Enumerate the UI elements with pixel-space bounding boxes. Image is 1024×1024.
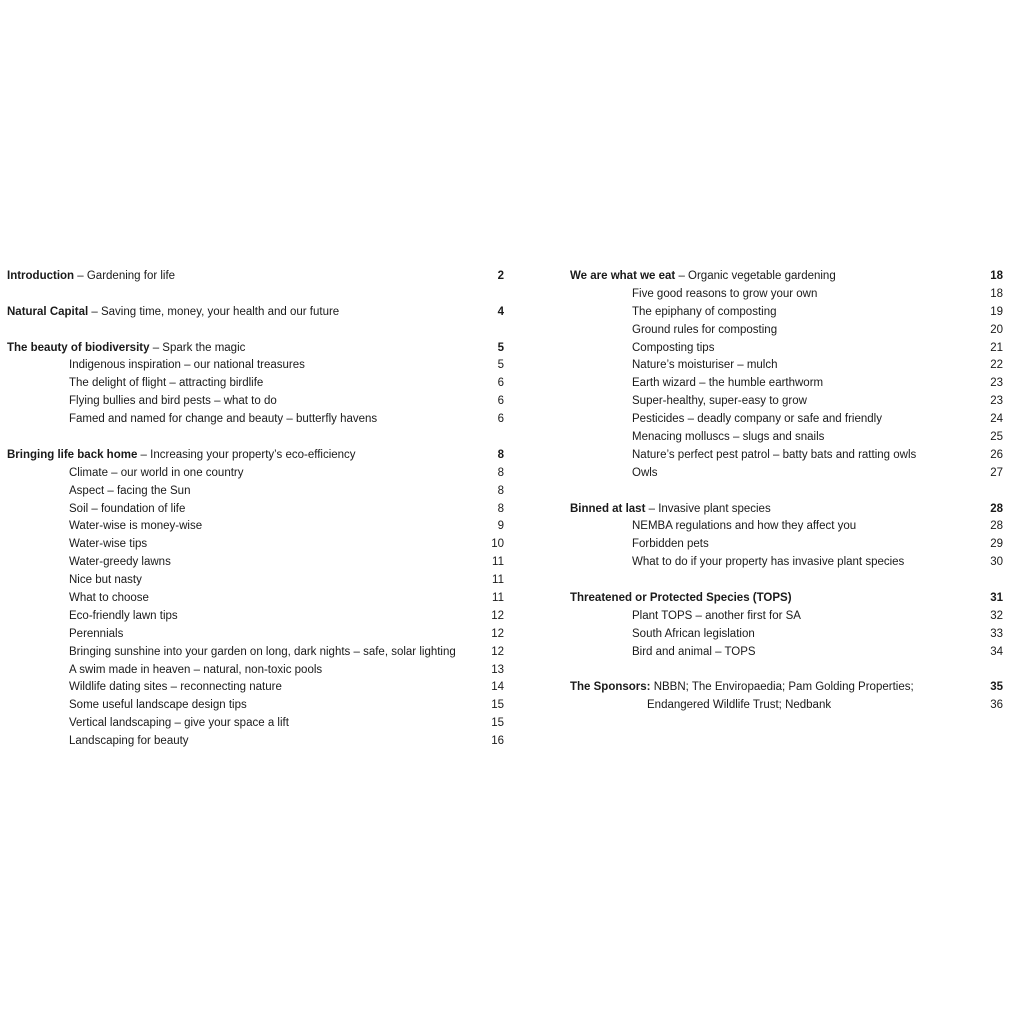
toc-entry-text: Climate – our world in one country [69, 466, 244, 479]
toc-entry-text: Soil – foundation of life [69, 502, 186, 515]
toc-entry [7, 411, 504, 429]
toc-entry [570, 518, 1003, 536]
page-number: 26 [990, 448, 1003, 461]
toc-entry [570, 286, 1003, 304]
toc-entry [7, 357, 504, 375]
page-number: 27 [990, 466, 1003, 479]
page-number: 15 [491, 717, 504, 730]
page-number: 8 [497, 466, 504, 479]
page-number: 25 [990, 431, 1003, 444]
page-number: 20 [990, 323, 1003, 336]
toc-entry [570, 447, 1003, 465]
toc-entry-text: Ground rules for composting [632, 323, 778, 336]
toc-entry-text: Aspect – facing the Sun [69, 484, 191, 497]
toc-entry-text: Nature’s moisturiser – mulch [632, 359, 778, 372]
toc-entry-text: Pesticides – deadly company or safe and friendly [632, 413, 882, 426]
page-number: 11 [492, 556, 504, 569]
toc-entry-text: Composting tips [632, 341, 715, 354]
toc-entry-text: What to do if your property has invasive plant species [632, 556, 905, 569]
page-number: 11 [492, 574, 504, 587]
toc-entry-text: Five good reasons to grow your own [632, 287, 818, 300]
section-subtitle: – Organic vegetable gardening [675, 270, 836, 282]
toc-entry [570, 608, 1003, 626]
toc-section-heading [570, 501, 1003, 519]
section-title: We are what we eat [570, 270, 676, 282]
toc-entry [570, 554, 1003, 572]
section-title: The beauty of biodiversity [7, 341, 150, 354]
toc-entry-text: Owls [632, 466, 658, 479]
toc-entry-text: Eco-friendly lawn tips [69, 609, 178, 622]
section-subtitle: – Spark the magic [149, 341, 246, 354]
page-number: 5 [497, 341, 504, 354]
toc-entry-text: Endangered Wildlife Trust; Nedbank [647, 699, 832, 712]
toc-entry [570, 340, 1003, 358]
page-number: 32 [990, 609, 1003, 622]
page-number: 31 [990, 592, 1003, 605]
toc-entry-text: The delight of flight – attracting birdlife [69, 377, 264, 390]
toc-entry [7, 590, 504, 608]
page-number: 29 [990, 538, 1003, 551]
toc-entry [7, 608, 504, 626]
page-number: 36 [990, 699, 1003, 712]
toc-entry-text [570, 501, 771, 519]
toc-entry [7, 375, 504, 393]
toc-entry [570, 626, 1003, 644]
section-title: Bringing life back home [7, 448, 138, 461]
toc-entry [7, 644, 504, 662]
page-number: 8 [497, 502, 504, 515]
toc-entry [7, 536, 504, 554]
toc-entry [570, 393, 1003, 411]
toc-entry [7, 697, 504, 715]
page-number: 14 [491, 681, 504, 694]
section-subtitle: – Increasing your property’s eco-efficiency [137, 448, 356, 461]
toc-entry-text: What to choose [69, 592, 149, 605]
toc-entry [7, 465, 504, 483]
toc-entry [7, 733, 504, 751]
toc-entry-text [7, 304, 339, 322]
toc-entry-text: Perennials [69, 627, 124, 640]
toc-section-heading [7, 304, 504, 322]
toc-entry-text: Bringing sunshine into your garden on long, dark nights – safe, solar lighting [69, 645, 456, 658]
page-number: 4 [497, 305, 504, 318]
toc-entry [7, 554, 504, 572]
section-title: Threatened or Protected Species (TOPS) [570, 592, 792, 605]
toc-entry-text: Wildlife dating sites – reconnecting nature [69, 681, 282, 694]
toc-entry [570, 304, 1003, 322]
toc-entry-text: Menacing molluscs – slugs and snails [632, 431, 825, 444]
page-number: 8 [497, 484, 504, 497]
toc-entry-text: Vertical landscaping – give your space a lift [69, 717, 289, 730]
page-number: 6 [497, 413, 504, 426]
section-title: Binned at last [570, 502, 646, 515]
toc-entry-text: A swim made in heaven – natural, non-toxic pools [69, 663, 323, 676]
toc-entry [7, 572, 504, 590]
toc-entry-text: Bird and animal – TOPS [632, 645, 756, 658]
toc-entry-text [7, 340, 245, 358]
toc-entry-text [570, 590, 792, 608]
toc-entry-text: Landscaping for beauty [69, 735, 189, 748]
page-number: 8 [497, 448, 504, 461]
toc-entry [570, 465, 1003, 483]
toc-entry-text: NEMBA regulations and how they affect you [632, 520, 857, 533]
toc-entry-text: Plant TOPS – another first for SA [632, 609, 801, 622]
toc-entry-text [570, 679, 914, 697]
toc-section-heading [7, 447, 504, 465]
toc-entry [570, 375, 1003, 393]
section-title: The Sponsors: [570, 681, 651, 694]
page-number: 9 [497, 520, 504, 533]
toc-entry [7, 393, 504, 411]
page-number: 12 [491, 627, 504, 640]
toc-entry-text: The epiphany of composting [632, 305, 777, 318]
page-number: 35 [990, 681, 1003, 694]
page-number: 23 [990, 395, 1003, 408]
page-number: 5 [497, 359, 504, 372]
toc-entry [570, 411, 1003, 429]
toc-entry [570, 536, 1003, 554]
page-number: 2 [497, 270, 504, 282]
toc-entry-text: Water-wise tips [69, 538, 148, 551]
page-number: 22 [990, 359, 1003, 372]
section-title: Introduction [7, 270, 75, 282]
toc-entry-text: Water-greedy lawns [69, 556, 171, 569]
page-number: 19 [990, 305, 1003, 318]
toc-entry-text: Nature’s perfect pest patrol – batty bats and ratting owls [632, 448, 917, 461]
page-number: 6 [497, 395, 504, 408]
page-number: 23 [990, 377, 1003, 390]
toc-entry-text [7, 447, 356, 465]
page-number: 18 [990, 270, 1003, 282]
toc-entry-text [7, 268, 175, 286]
toc-entry [7, 679, 504, 697]
toc-entry [7, 501, 504, 519]
toc-entry [570, 357, 1003, 375]
toc-entry [570, 322, 1003, 340]
toc-entry-text: Flying bullies and bird pests – what to do [69, 395, 277, 408]
toc-entry-text: Water-wise is money-wise [69, 520, 203, 533]
section-subtitle: – Gardening for life [74, 270, 176, 282]
page-number: 12 [491, 609, 504, 622]
page-number: 13 [491, 663, 504, 676]
toc-entry [7, 626, 504, 644]
page-number: 10 [491, 538, 504, 551]
section-title: Natural Capital [7, 305, 89, 318]
toc-entry-text [570, 268, 836, 286]
page-number: 16 [491, 735, 504, 748]
page-number: 34 [990, 645, 1003, 658]
toc-entry [7, 715, 504, 733]
toc-entry-text: Famed and named for change and beauty – butterfly havens [69, 413, 378, 426]
toc-entry-text: Forbidden pets [632, 538, 709, 551]
toc-entry-text: South African legislation [632, 627, 755, 640]
toc-entry-text: Super-healthy, super-easy to grow [632, 395, 807, 408]
page-number: 30 [990, 556, 1003, 569]
toc-entry-text: Nice but nasty [69, 574, 142, 587]
page-number: 6 [497, 377, 504, 390]
toc-entry-text: Indigenous inspiration – our national treasures [69, 359, 305, 372]
page-number: 33 [990, 627, 1003, 640]
toc-entry [7, 483, 504, 501]
section-subtitle: NBBN; The Enviropaedia; Pam Golding Properties; [650, 681, 914, 694]
page-number: 24 [990, 413, 1003, 426]
toc-entry [7, 518, 504, 536]
page-number: 12 [491, 645, 504, 658]
page-number: 21 [990, 341, 1003, 354]
toc-section-heading [570, 679, 1003, 697]
section-subtitle: – Saving time, money, your health and our future [88, 305, 340, 318]
toc-entry [7, 662, 504, 680]
toc-column-right [570, 268, 1003, 715]
toc-column-left [7, 268, 504, 751]
page-number: 28 [990, 502, 1003, 515]
toc-entry-text: Earth wizard – the humble earthworm [632, 377, 824, 390]
page-number: 15 [491, 699, 504, 712]
page-number: 11 [492, 592, 504, 605]
toc-section-heading [570, 268, 1003, 286]
toc-entry [570, 429, 1003, 447]
toc-section-heading [7, 340, 504, 358]
toc-entry [570, 644, 1003, 662]
section-subtitle: – Invasive plant species [645, 502, 771, 515]
toc-section-heading [7, 268, 504, 286]
toc-entry [570, 697, 1003, 715]
page-number: 18 [990, 287, 1003, 300]
page-number: 28 [990, 520, 1003, 533]
toc-section-heading [570, 590, 1003, 608]
toc-entry-text: Some useful landscape design tips [69, 699, 247, 712]
